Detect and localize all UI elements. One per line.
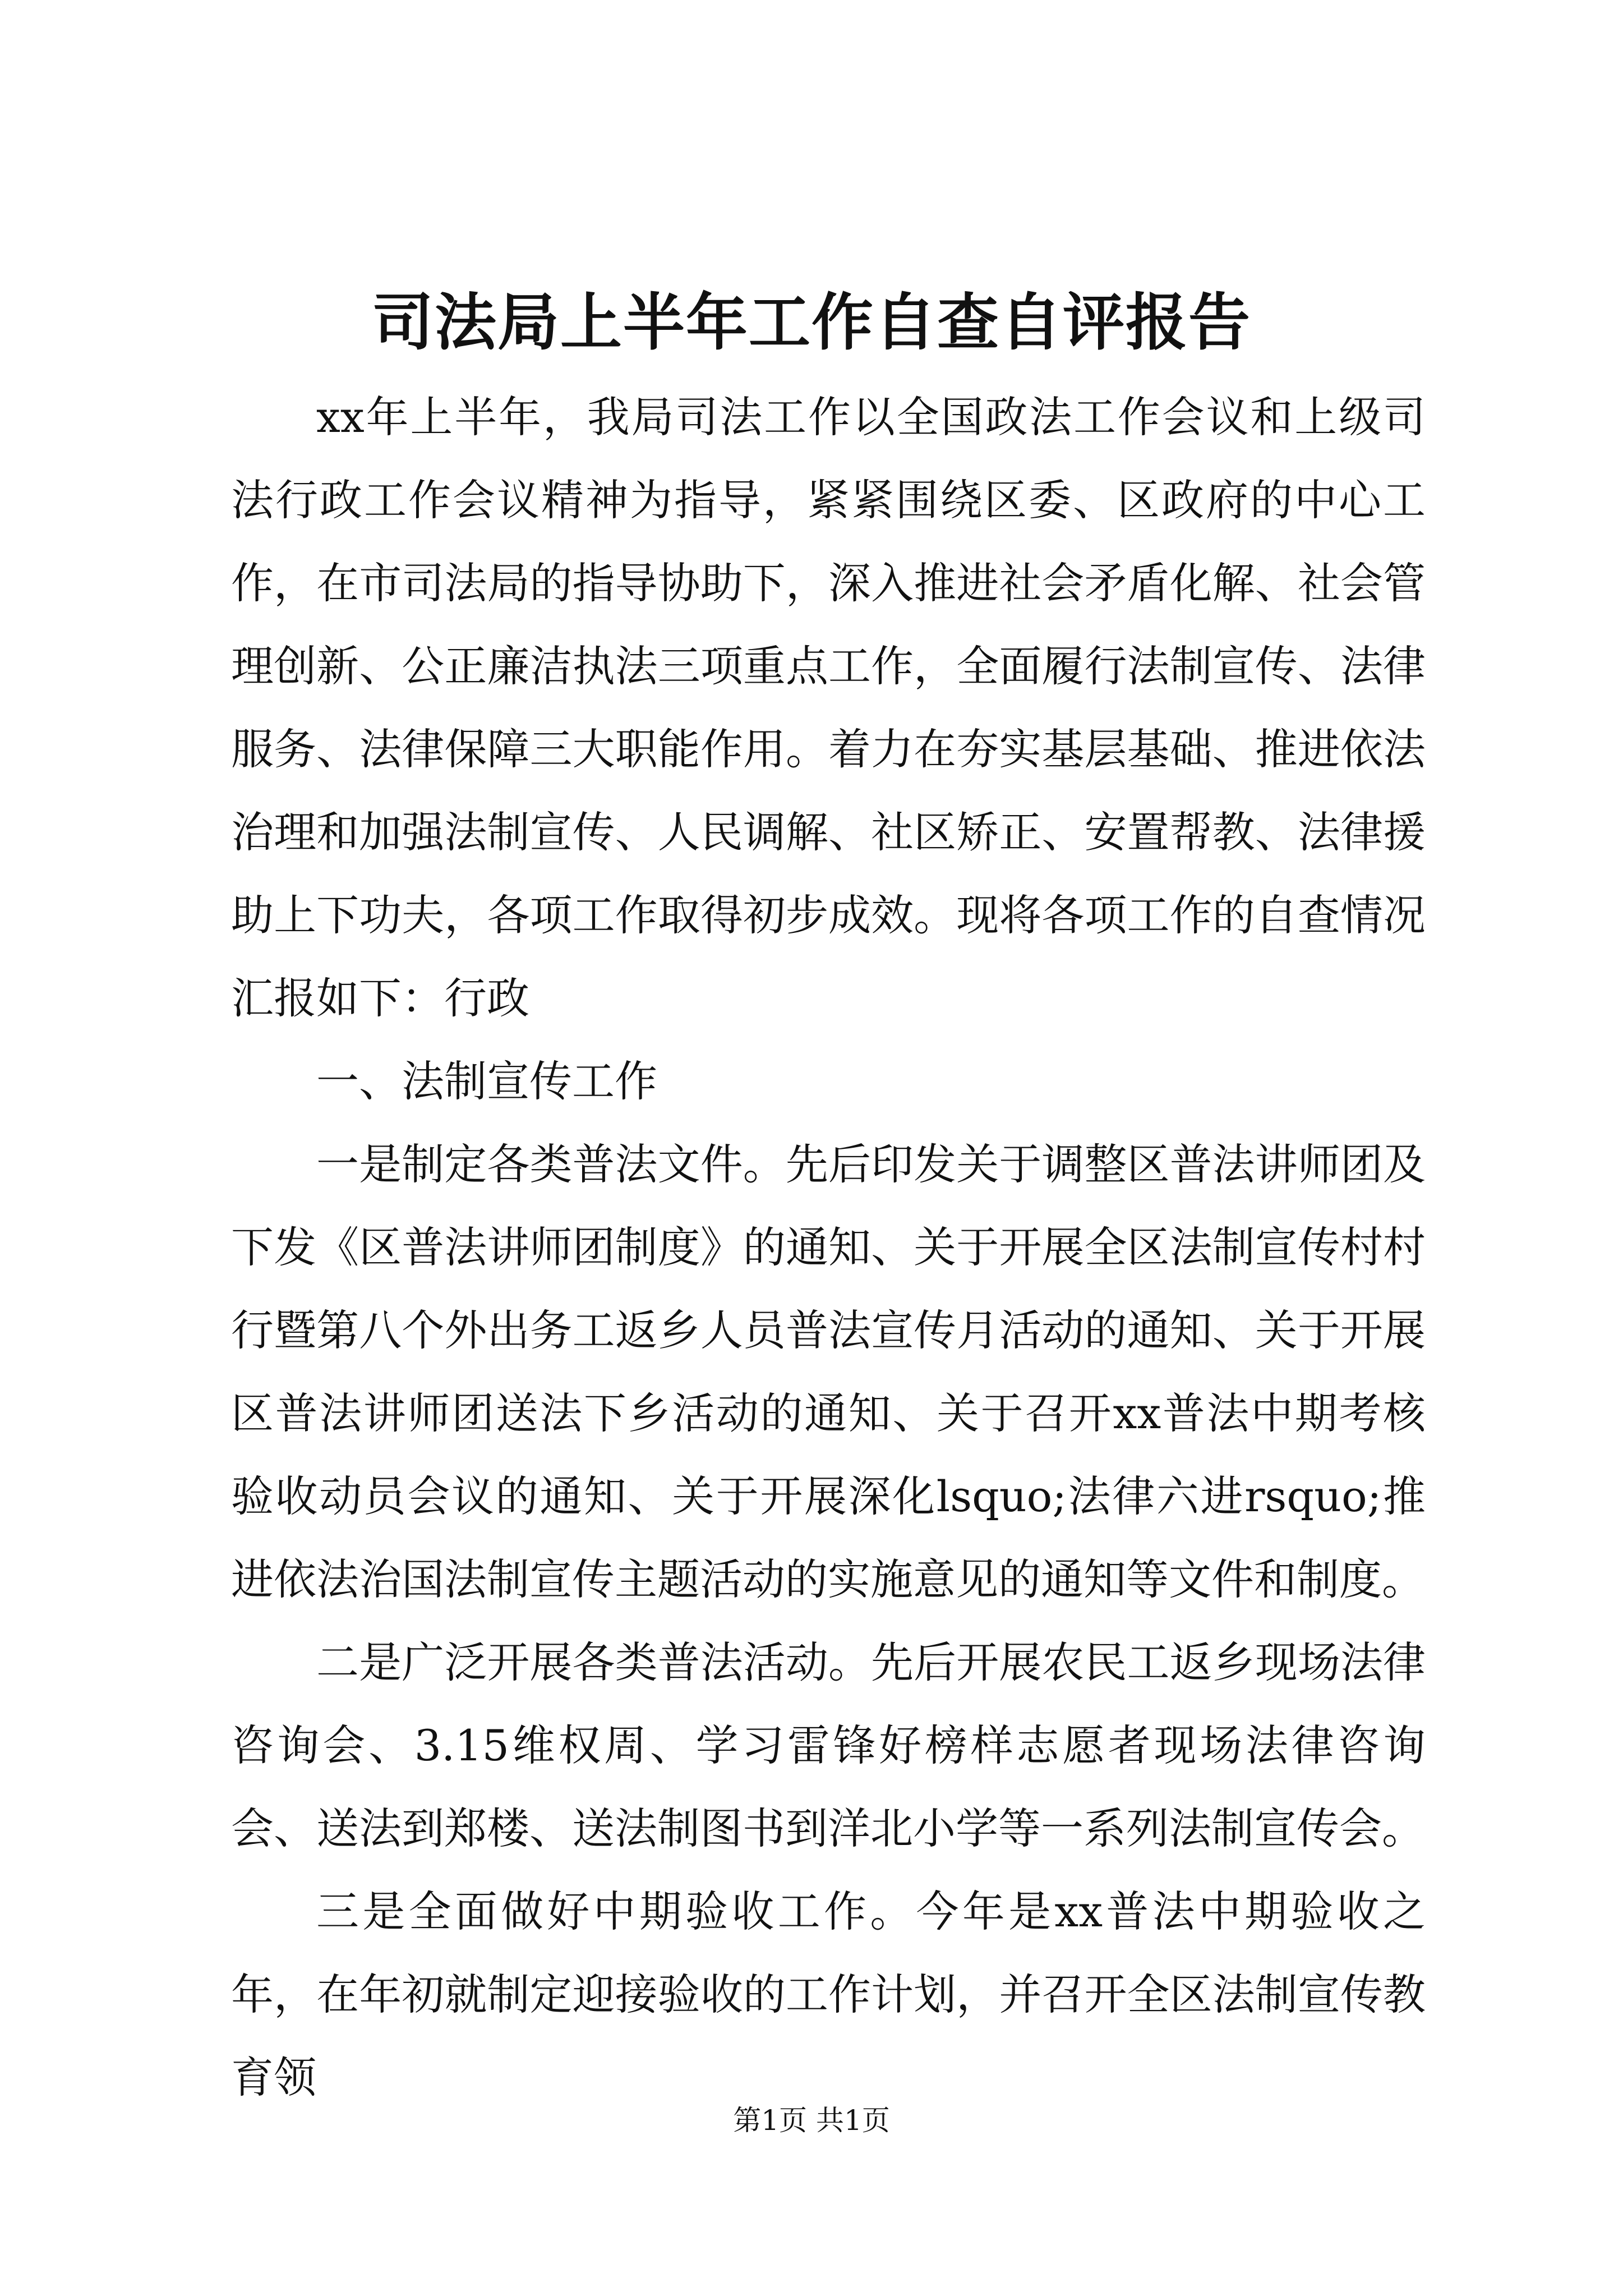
document-title: 司法局上半年工作自查自评报告 <box>372 286 1251 358</box>
paragraph-point-three: 三是全面做好中期验收工作。今年是xx普法中期验收之年，在年初就制定迎接验收的工作计划，并召开全区法制宣传教育领 <box>231 1887 1426 2102</box>
paragraph-point-one: 一是制定各类普法文件。先后印发关于调整区普法讲师团及下发《区普法讲师团制度》的通知、关于开展全区法制宣传村村行暨第八个外出务工返乡人员普法宣传月活动的通知、关于开展区普法讲师团送法下乡活动的通知、关于召开xx普法中期考核验收动员会议的通知、关于开展深化lsquo;法律六进rsquo;推进依法治国法制宣传主题活动的实施意见的通知等文件和制度。 <box>231 1139 1426 1604</box>
paragraph-intro: xx年上半年，我局司法工作以全国政法工作会议和上级司法行政工作会议精神为指导，紧紧围绕区委、区政府的中心工作，在市司法局的指导协助下，深入推进社会矛盾化解、社会管理创新、公正廉洁执法三项重点工作，全面履行法制宣传、法律服务、法律保障三大职能作用。着力在夯实基层基础、推进依法治理和加强法制宣传、人民调解、社区矫正、安置帮教、法律援助上下功夫，各项工作取得初步成效。现将各项工作的自查情况汇报如下：行政 <box>231 392 1426 1023</box>
section-heading-legal-publicity: 一、法制宣传工作 <box>316 1056 657 1106</box>
page-footer: 第1页 共1页 <box>733 2104 890 2137</box>
document-body <box>231 376 1426 2119</box>
paragraph-point-two: 二是广泛开展各类普法活动。先后开展农民工返乡现场法律咨询会、3.15维权周、学习雷锋好榜样志愿者现场法律咨询会、送法到郑楼、送法制图书到洋北小学等一系列法制宣传会。 <box>231 1637 1426 1853</box>
